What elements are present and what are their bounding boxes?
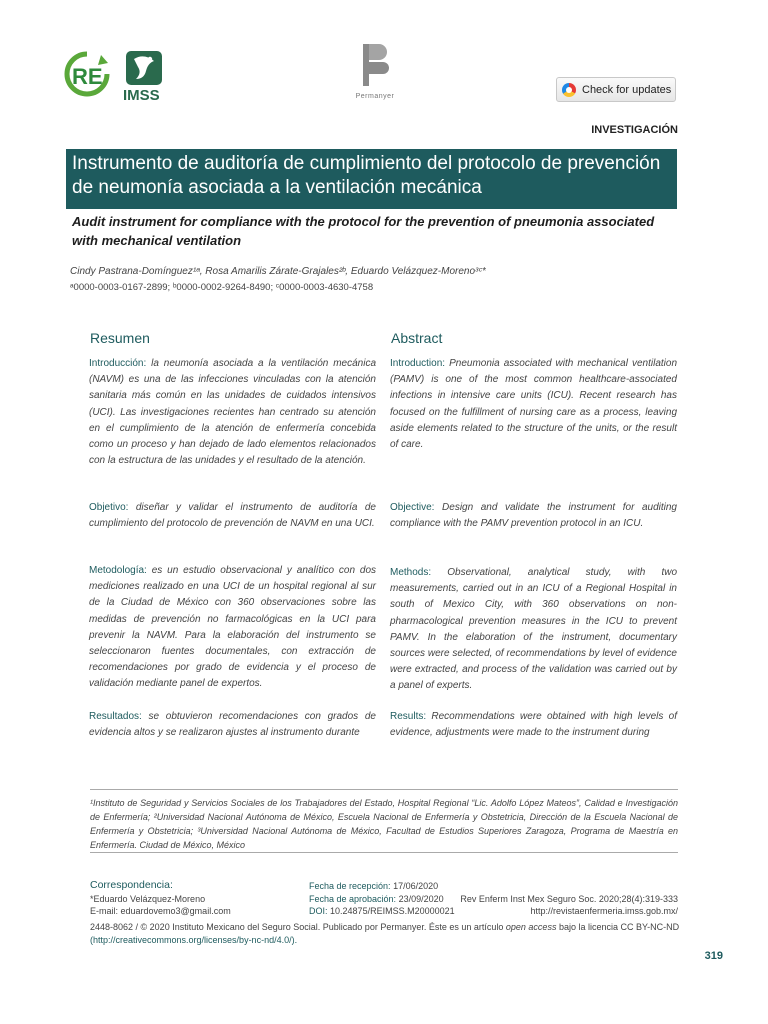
license-text-b: bajo la licencia CC BY-NC-ND	[558, 922, 680, 932]
resumen-objective-text: diseñar y validar el instrumento de auditoría de cumplimiento del protocolo de prevención de NAVM en una UCI.	[89, 502, 376, 530]
resumen-introduction	[89, 356, 376, 469]
resumen-results-text: se obtuvieron recomendaciones con grados de evidencia altos y se realizaron ajustes al instrumento durante	[89, 711, 376, 739]
crossmark-icon	[562, 83, 576, 97]
abstract-objective	[390, 500, 677, 532]
journal-reference: Rev Enferm Inst Mex Seguro Soc. 2020;28(4):319-333	[460, 894, 678, 904]
resumen-intro-label: Introducción:	[89, 358, 147, 369]
section-tag: INVESTIGACIÓN	[591, 124, 678, 136]
permanyer-logo	[348, 44, 402, 102]
abstract-objective-label: Objective:	[390, 502, 435, 513]
received-value: 17/06/2020	[393, 881, 439, 891]
doi-value: 10.24875/REIMSS.M20000021	[330, 906, 455, 916]
correspondence-heading: Correspondencia:	[90, 879, 173, 891]
re-logo	[64, 51, 110, 97]
imss-logo	[122, 49, 166, 103]
received-label: Fecha de recepción:	[309, 881, 391, 891]
affiliations: ¹Instituto de Seguridad y Servicios Sociales de los Trabajadores del Estado, Hospital Regional “Lic. Adolfo López Mateos”, Calidad e Investigación de Enfermería; ²Universidad Nacional Autónoma de México, Escuela Nacional de Enfermería y Obstetricia, Dirección de la Escuela Nacional de Enfermería y Obstetricia; ³Universidad Nacional Autónoma de México, Facultad de Estudios Superiores Zaragoza, Programa de Maestría en Enfermería. Ciudad de México, México	[90, 798, 678, 850]
check-for-updates-label: Check for updates	[582, 83, 672, 96]
correspondence-email[interactable]: E-mail: eduardovemo3@gmail.com	[90, 906, 231, 916]
abstract-results	[390, 709, 677, 741]
approved-date	[309, 894, 444, 904]
svg-text:IMSS: IMSS	[123, 87, 160, 103]
re-logo-icon	[64, 51, 110, 97]
page-number: 319	[704, 950, 723, 962]
license-open-access: open access	[505, 922, 557, 932]
abstract-results-label: Results:	[390, 711, 427, 722]
license-text-a: 2448-8062 / © 2020 Instituto Mexicano del Seguro Social. Publicado por Permanyer. Éste es un artículo	[90, 922, 504, 932]
resumen-methods-label: Metodología:	[89, 565, 147, 576]
doi-label: DOI:	[309, 906, 328, 916]
abstract-methods-label: Methods:	[390, 567, 432, 578]
abstract-intro-label: Introduction:	[390, 358, 446, 369]
correspondence-name: *Eduardo Velázquez-Moreno	[90, 894, 206, 904]
resumen-methods	[89, 563, 376, 693]
permanyer-wordmark: Permanyer	[355, 93, 395, 100]
imss-eagle-icon	[122, 49, 166, 103]
check-for-updates-button[interactable]	[556, 77, 676, 102]
received-date	[309, 881, 438, 891]
resumen-objective-label: Objetivo:	[89, 502, 129, 513]
abstract-results-text: Recommendations were obtained with high levels of evidence, adjustments were made to the instrument during	[390, 711, 677, 739]
resumen-objective	[89, 500, 376, 532]
license-link[interactable]: (http://creativecommons.org/licenses/by-nc-nd/4.0/).	[90, 935, 298, 945]
affiliations-rule-bottom	[90, 852, 678, 853]
resumen-intro-text: la neumonía asociada a la ventilación mecánica (NAVM) es una de las infecciones vinculadas con la atención sanitaria más común en las unidades de cuidados intensivos (UCI). Las investigaciones recientes han centrado su atención en el cumplimiento de la atención de enfermería concebida como un proceso y han dejado de lado elementos relacionados con la estructura de las unidades y el resultado de la atención.	[89, 358, 377, 467]
abstract-objective-text: Design and validate the instrument for auditing compliance with the PAMV prevention protocol in an ICU.	[390, 502, 677, 530]
journal-url[interactable]: http://revistaenfermeria.imss.gob.mx/	[530, 906, 678, 916]
resumen-methods-text: es un estudio observacional y analítico con dos mediciones realizado en una UCI de un hospital regional al sur de la Ciudad de México con 360 observaciones sobre las medidas de prevención no farmacológicas en la UCI para prevenir la NAVM. Para la elaboración del instrumento se seleccionaron fuentes documentales, con extracción de recomendaciones por grado de evidencia y el proceso de validación mediante panel de expertos.	[89, 565, 377, 690]
abstract-methods	[390, 565, 677, 695]
approved-value: 23/09/2020	[398, 894, 444, 904]
permanyer-mark-icon	[361, 44, 389, 86]
resumen-results-label: Resultados:	[89, 711, 142, 722]
abstract-methods-text: Observational, analytical study, with two measurements, carried out in an ICU of a Regional Hospital in south of Mexico City, with 360 observations on non-pharmacological prevention measures in the ICU to prevent PAMV. In the elaboration of the instrument, documentary sources were selected, of recommendations by level of evidence were extracted, and process of the validation was carried out by a panel of experts.	[390, 567, 678, 692]
resumen-results	[89, 709, 376, 741]
abstract-intro-text: Pneumonia associated with mechanical ventilation (PAMV) is one of the most common healthcare-associated infections in intensive care units (ICU). Recent research has focused on the fulfillment of nursing care as a process, leaving aside elements related to the structure of the units, or the result of care.	[390, 358, 678, 451]
approved-label: Fecha de aprobación:	[309, 894, 397, 904]
affiliations-rule-top	[90, 789, 678, 790]
license-notice	[90, 921, 680, 947]
abstract-introduction	[390, 356, 677, 453]
author-list: Cindy Pastrana-Domínguez¹ᵃ, Rosa Amarilis Zárate-Grajales²ᵇ, Eduardo Velázquez-Moreno³ᶜ*	[70, 266, 486, 277]
orcid-list: ᵃ0000-0003-0167-2899; ᵇ0000-0002-9264-8490; ᶜ0000-0003-4630-4758	[70, 282, 374, 293]
doi[interactable]	[309, 906, 455, 916]
abstract-heading: Abstract	[391, 330, 443, 346]
article-title: Instrumento de auditoría de cumplimiento del protocolo de prevención de neumonía asociada a la ventilación mecánica	[66, 149, 677, 209]
svg-text:RE: RE	[72, 64, 103, 89]
resumen-heading: Resumen	[90, 330, 150, 346]
article-subtitle: Audit instrument for compliance with the protocol for the prevention of pneumonia associated with mechanical ventilation	[72, 214, 655, 248]
